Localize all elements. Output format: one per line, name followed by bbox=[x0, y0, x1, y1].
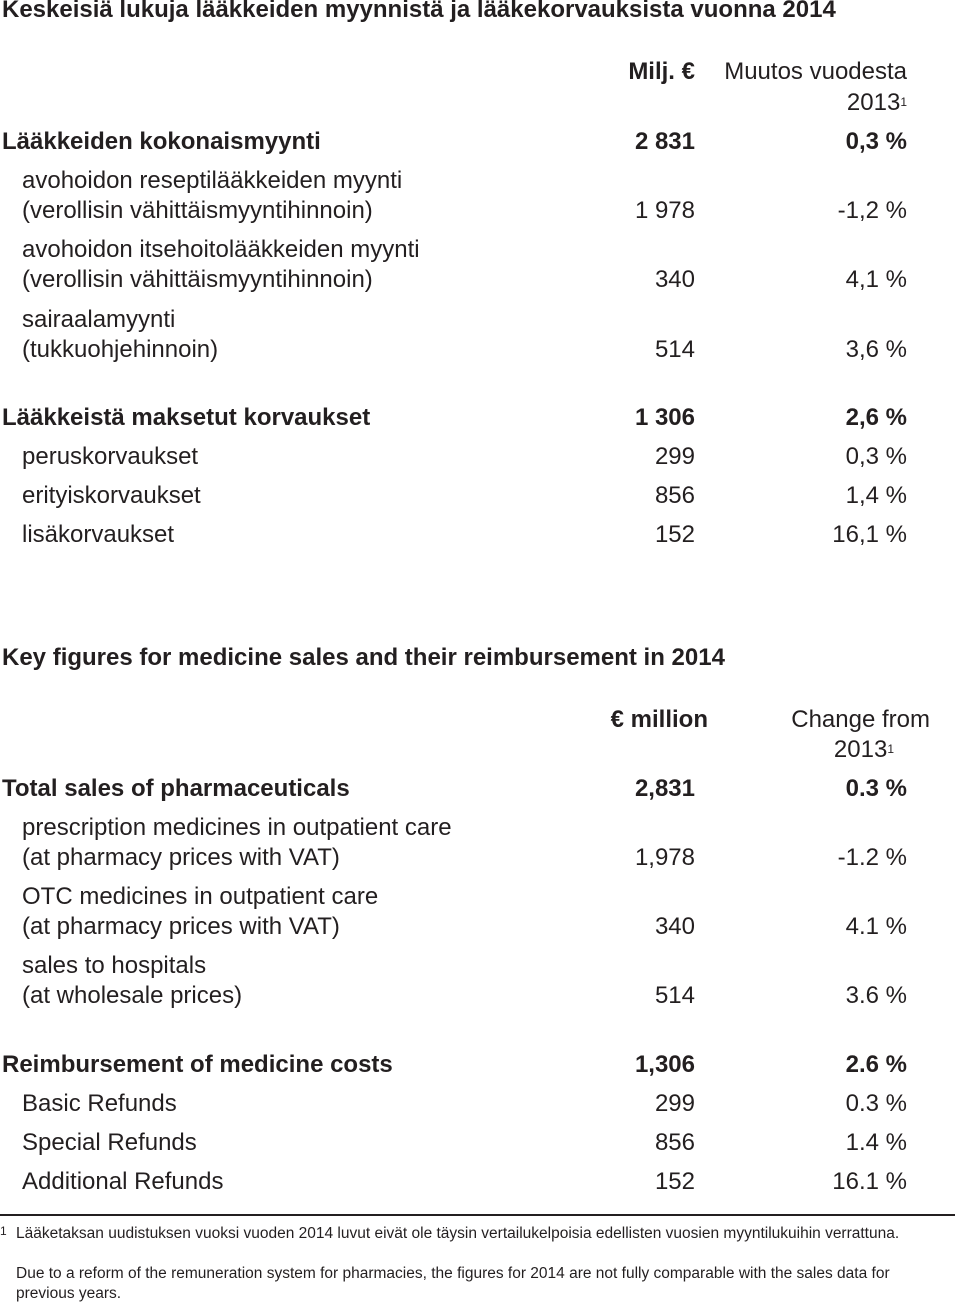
fi-total-sales-label: Lääkkeiden kokonaismyynti bbox=[2, 128, 321, 155]
en-total-sales-label: Total sales of pharmaceuticals bbox=[2, 775, 350, 802]
fi-otc-label-line2: (verollisin vähittäismyyntihinnoin) bbox=[22, 266, 373, 293]
fi-hospital-label-line1: sairaalamyynti bbox=[22, 306, 176, 333]
fi-reimbursement-change: 2,6 % bbox=[845, 404, 907, 431]
fi-hospital-change: 3,6 % bbox=[845, 336, 907, 363]
en-prescription-label-line2: (at pharmacy prices with VAT) bbox=[22, 844, 340, 871]
footnote-mark: 1 bbox=[0, 1224, 7, 1238]
en-reimbursement-value: 1,306 bbox=[634, 1051, 695, 1078]
en-hospital-label-line1: sales to hospitals bbox=[22, 952, 207, 979]
en-prescription-value: 1,978 bbox=[634, 844, 695, 871]
fi-prescription-label-line1: avohoidon reseptilääkkeiden myynti bbox=[22, 167, 403, 194]
en-prescription-change: -1.2 % bbox=[837, 844, 907, 871]
fi-basic-change: 0,3 % bbox=[845, 443, 907, 470]
en-hospital-label-line2: (at wholesale prices) bbox=[22, 982, 243, 1009]
fi-additional-value: 152 bbox=[654, 521, 695, 548]
fi-special-value: 856 bbox=[654, 482, 695, 509]
en-special-label: Special Refunds bbox=[22, 1129, 197, 1156]
en-basic-value: 299 bbox=[654, 1090, 695, 1117]
fi-hospital-label-line2: (tukkuohjehinnoin) bbox=[22, 336, 219, 363]
footnote-en: Due to a reform of the remuneration system for pharmacies, the figures for 2014 are not fully comparable with the sales data for previous years. bbox=[16, 1265, 890, 1302]
fi-basic-label: peruskorvaukset bbox=[22, 443, 199, 470]
fi-otc-change: 4,1 % bbox=[845, 266, 907, 293]
en-change-header-year: 2013$^1$ bbox=[833, 736, 894, 763]
fi-basic-value: 299 bbox=[654, 443, 695, 470]
fi-prescription-change: -1,2 % bbox=[837, 197, 907, 224]
fi-additional-change: 16,1 % bbox=[832, 521, 907, 548]
en-special-value: 856 bbox=[654, 1129, 695, 1156]
en-hospital-change: 3.6 % bbox=[845, 982, 907, 1009]
en-additional-value: 152 bbox=[654, 1168, 695, 1195]
fi-reimbursement-value: 1 306 bbox=[634, 404, 695, 431]
fi-change-header-line1: Muutos vuodesta bbox=[724, 58, 907, 85]
en-additional-label: Additional Refunds bbox=[22, 1168, 224, 1195]
en-total-sales-change: 0.3 % bbox=[845, 775, 907, 802]
en-basic-label: Basic Refunds bbox=[22, 1090, 177, 1117]
fi-special-label: erityiskorvaukset bbox=[22, 482, 201, 509]
fi-prescription-label-line2: (verollisin vähittäismyyntihinnoin) bbox=[22, 197, 373, 224]
en-otc-value: 340 bbox=[654, 913, 695, 940]
en-otc-label-line2: (at pharmacy prices with VAT) bbox=[22, 913, 340, 940]
en-total-sales-value: 2,831 bbox=[634, 775, 695, 802]
fi-total-sales-change: 0,3 % bbox=[845, 128, 907, 155]
fi-special-change: 1,4 % bbox=[845, 482, 907, 509]
en-additional-change: 16.1 % bbox=[832, 1168, 907, 1195]
fi-reimbursement-label: Lääkkeistä maksetut korvaukset bbox=[2, 404, 371, 431]
footnote-fi: Lääketaksan uudistuksen vuoksi vuoden 2014 luvut eivät ole täysin vertailukelpoisia edellisten vuosien myyntilukuihin verrattuna. bbox=[16, 1225, 900, 1242]
en-value-header: € million bbox=[610, 706, 708, 733]
en-reimbursement-change: 2.6 % bbox=[845, 1051, 907, 1078]
en-footnote-ref: 1 bbox=[887, 742, 894, 756]
en-basic-change: 0.3 % bbox=[845, 1090, 907, 1117]
en-change-header-line1: Change from bbox=[791, 706, 930, 733]
fi-otc-label-line1: avohoidon itsehoitolääkkeiden myynti bbox=[22, 236, 420, 263]
en-hospital-value: 514 bbox=[654, 982, 695, 1009]
footnote-divider bbox=[0, 1214, 955, 1216]
en-otc-change: 4.1 % bbox=[845, 913, 907, 940]
en-special-change: 1.4 % bbox=[845, 1129, 907, 1156]
en-prescription-label-line1: prescription medicines in outpatient care bbox=[22, 814, 452, 841]
fi-hospital-value: 514 bbox=[654, 336, 695, 363]
fi-change-header-year: 2013$^1$ bbox=[846, 89, 907, 116]
fi-prescription-value: 1 978 bbox=[634, 197, 695, 224]
fi-otc-value: 340 bbox=[654, 266, 695, 293]
fi-value-header: Milj. € bbox=[628, 58, 695, 85]
en-reimbursement-label: Reimbursement of medicine costs bbox=[2, 1051, 393, 1078]
fi-title: Keskeisiä lukuja lääkkeiden myynnistä ja lääkekorvauksista vuonna 2014 bbox=[2, 0, 836, 23]
fi-total-sales-value: 2 831 bbox=[634, 128, 695, 155]
fi-footnote-ref: 1 bbox=[900, 95, 907, 109]
en-title: Key figures for medicine sales and their reimbursement in 2014 bbox=[2, 644, 725, 671]
en-otc-label-line1: OTC medicines in outpatient care bbox=[22, 883, 379, 910]
fi-additional-label: lisäkorvaukset bbox=[22, 521, 175, 548]
